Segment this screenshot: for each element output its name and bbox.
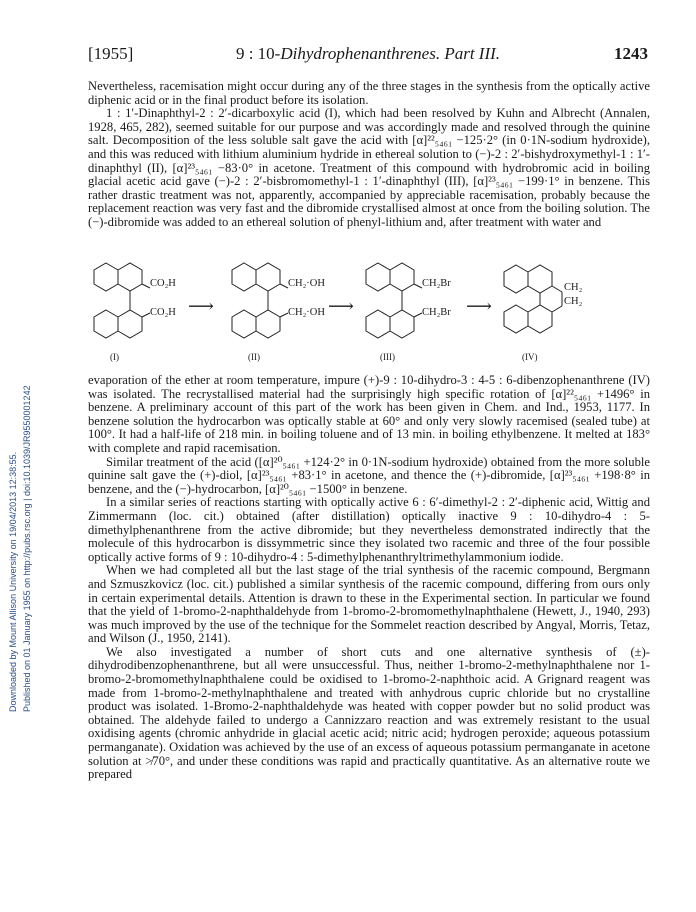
compound-4-caption: (IV) bbox=[522, 352, 538, 362]
page-number: 1243 bbox=[614, 44, 648, 63]
compound-2-bottom-group: CH₂·OH bbox=[288, 307, 325, 318]
reaction-scheme bbox=[88, 262, 650, 366]
compound-2-structure bbox=[232, 263, 288, 338]
header-year: [1955] bbox=[88, 44, 134, 63]
reaction-arrow-3: ⟶ bbox=[466, 296, 492, 316]
paragraph-4: Similar treatment of the acid ([α]²⁰₅₄₆₁ +124·2° in 0·1N-sodium hydroxide) obtained from the more soluble quinine salt gave the (+)-diol, [α]²³₅₄₆₁ +83·1° in acetone, and thence the (+)-dibromide, [α]²³₅₄₆₁ +198·8° in benzene, and the (−)-hydrocarbon, [α]²⁰₅₄₆₁ −1500° in benzene. bbox=[88, 454, 650, 496]
header-title-number: 9 : 10- bbox=[235, 44, 281, 63]
compound-4-top-group: CH₂ bbox=[564, 282, 583, 293]
compound-1-top-group: CO₂H bbox=[150, 278, 176, 289]
running-header bbox=[88, 44, 648, 66]
compound-3-structure bbox=[366, 263, 422, 338]
reaction-arrow-2: ⟶ bbox=[328, 296, 354, 316]
compound-3-top-group: CH₂Br bbox=[422, 278, 451, 289]
compound-4-bottom-group: CH₂ bbox=[564, 296, 583, 307]
compound-1-bottom-group: CO₂H bbox=[150, 307, 176, 318]
paragraph-5: In a similar series of reactions starting with optically active 6 : 6′-dimethyl-2 : 2′-diphenic acid, Wittig and Zimmermann (loc. cit.) obtained (after distillation) optically inactive 9 : 10-dihydro-4 : 5-dimethylphenanthrene from the active dibromide; but they nevertheless demonstrated indirectly that the molecule of this hydrocarbon is dissymmetric since they isolated two racemic and three of the four possible optically active forms of 9 : 10-dihydro-4 : 5-dimethylphenanthryltrimethylammonium iodide. bbox=[88, 495, 650, 564]
header-title bbox=[88, 44, 648, 64]
body-text-lower bbox=[88, 374, 650, 782]
compound-4-structure bbox=[504, 265, 562, 333]
compound-3-bottom-group: CH₂Br bbox=[422, 307, 451, 318]
paragraph-6: When we had completed all but the last stage of the trial synthesis of the racemic compound, Bergmann and Szmuszkovicz (loc. cit.) published a similar synthesis of the racemic compound, differing from ours only in certain experimental details. Attention is drawn to these in the Experimental section. In particular we found that the yield of 1-bromo-2-naphthaldehyde from 1-bromo-2-bromomethylnaphthalene (Hewett, J., 1940, 293) was much improved by the use of the technique for the Sommelet reaction described by Angyal, Morris, Tetaz, and Wilson (J., 1950, 2141). bbox=[88, 563, 650, 646]
compound-2-top-group: CH₂·OH bbox=[288, 278, 325, 289]
compound-3-caption: (III) bbox=[380, 352, 395, 362]
paragraph-3: evaporation of the ether at room temperature, impure (+)-9 : 10-dihydro-3 : 4-5 : 6-dibenzophenanthrene (IV) was isolated. The recrystallised material had the surprisingly high specific rotation of [α]²²₅₄₆₁ +1496° in benzene. A preliminary account of this part of the work has been given in Chem. and Ind., 1953, 1177. In benzene solution the hydrocarbon was optically stable at 60° and only very slowly racemised (sealed tube) at 100°. It had a half-life of 218 min. in boiling toluene and of 13 min. in boiling ethylbenzene. It melted at 183° with complete and rapid racemisation. bbox=[88, 373, 650, 455]
doi-link[interactable]: Published on 01 January 1955 on http://pubs.rsc.org | doi:10.1039/JR9550001242 bbox=[22, 385, 32, 712]
download-notice: Downloaded by Mount Allison University on 19/04/2013 12:38:55. bbox=[8, 451, 18, 712]
paragraph-1: Nevertheless, racemisation might occur during any of the three stages in the synthesis from the optically active diphenic acid or in the final product before its isolation. bbox=[88, 79, 650, 107]
compound-2-caption: (II) bbox=[248, 352, 260, 362]
reaction-arrow-1: ⟶ bbox=[188, 296, 214, 316]
compound-1-structure bbox=[94, 263, 150, 338]
paragraph-7: We also investigated a number of short cuts and one alternative synthesis of (±)-dihydrodibenzophenanthrene, but all were unsuccessful. Thus, neither 1-bromo-2-methylnaphthalene nor 1-bromo-2-bromomethylnaphthalene could be oxidised to 1-bromo-2-naphthoic acid. A Grignard reagent was made from 1-bromo-2-methylnaphthalene and treated with anhydrous cupric chloride but no crystalline product was isolated. 1-Bromo-2-naphthaldehyde was heated with copper powder but no solid product was obtained. The aldehyde failed to undergo a Cannizzaro reaction and was extremely resistant to the usual oxidising agents (chromic anhydride in glacial acetic acid; nitric acid; hydrogen peroxide; aqueous potassium permanganate). Oxidation was achieved by the use of an excess of aqueous potassium permanganate in acetone solution at ≯70°, and under these conditions was rapid and practically quantitative. As an alternative route we prepared bbox=[88, 644, 650, 782]
compound-1-caption: (I) bbox=[110, 352, 119, 362]
header-title-text: Dihydrophenanthrenes. Part III. bbox=[280, 44, 501, 63]
body-text-upper bbox=[88, 80, 650, 230]
paragraph-2: 1 : 1′-Dinaphthyl-2 : 2′-dicarboxylic acid (I), which had been resolved by Kuhn and Albrecht (Annalen, 1928, 465, 282), seemed suitable for our purpose and was accordingly made and resolved through the quinine salt. Decomposition of the less soluble salt gave the acid with [α]²²₅₄₆₁ −125·2° (in 0·1N-sodium hydroxide), and this was reduced with lithium aluminium hydride in ethereal solution to (−)-2 : 2′-bishydroxymethyl-1 : 1′-dinaphthyl (II), [α]²³₅₄₆₁ −83·0° in acetone. Treatment of this compound with hydrobromic acid in boiling glacial acetic acid gave (−)-2 : 2′-bisbromomethyl-1 : 1′-dinaphthyl (III), [α]²³₅₄₆₁ −199·1° in benzene. This rather drastic treatment was not, apparently, accompanied by appreciable racemisation, probably because the replacement reaction was very fast and the dibromide crystallised almost at once from the boiling solution. The (−)-dibromide was added to an ethereal solution of phenyl-lithium and, after treatment with water and bbox=[88, 106, 650, 229]
